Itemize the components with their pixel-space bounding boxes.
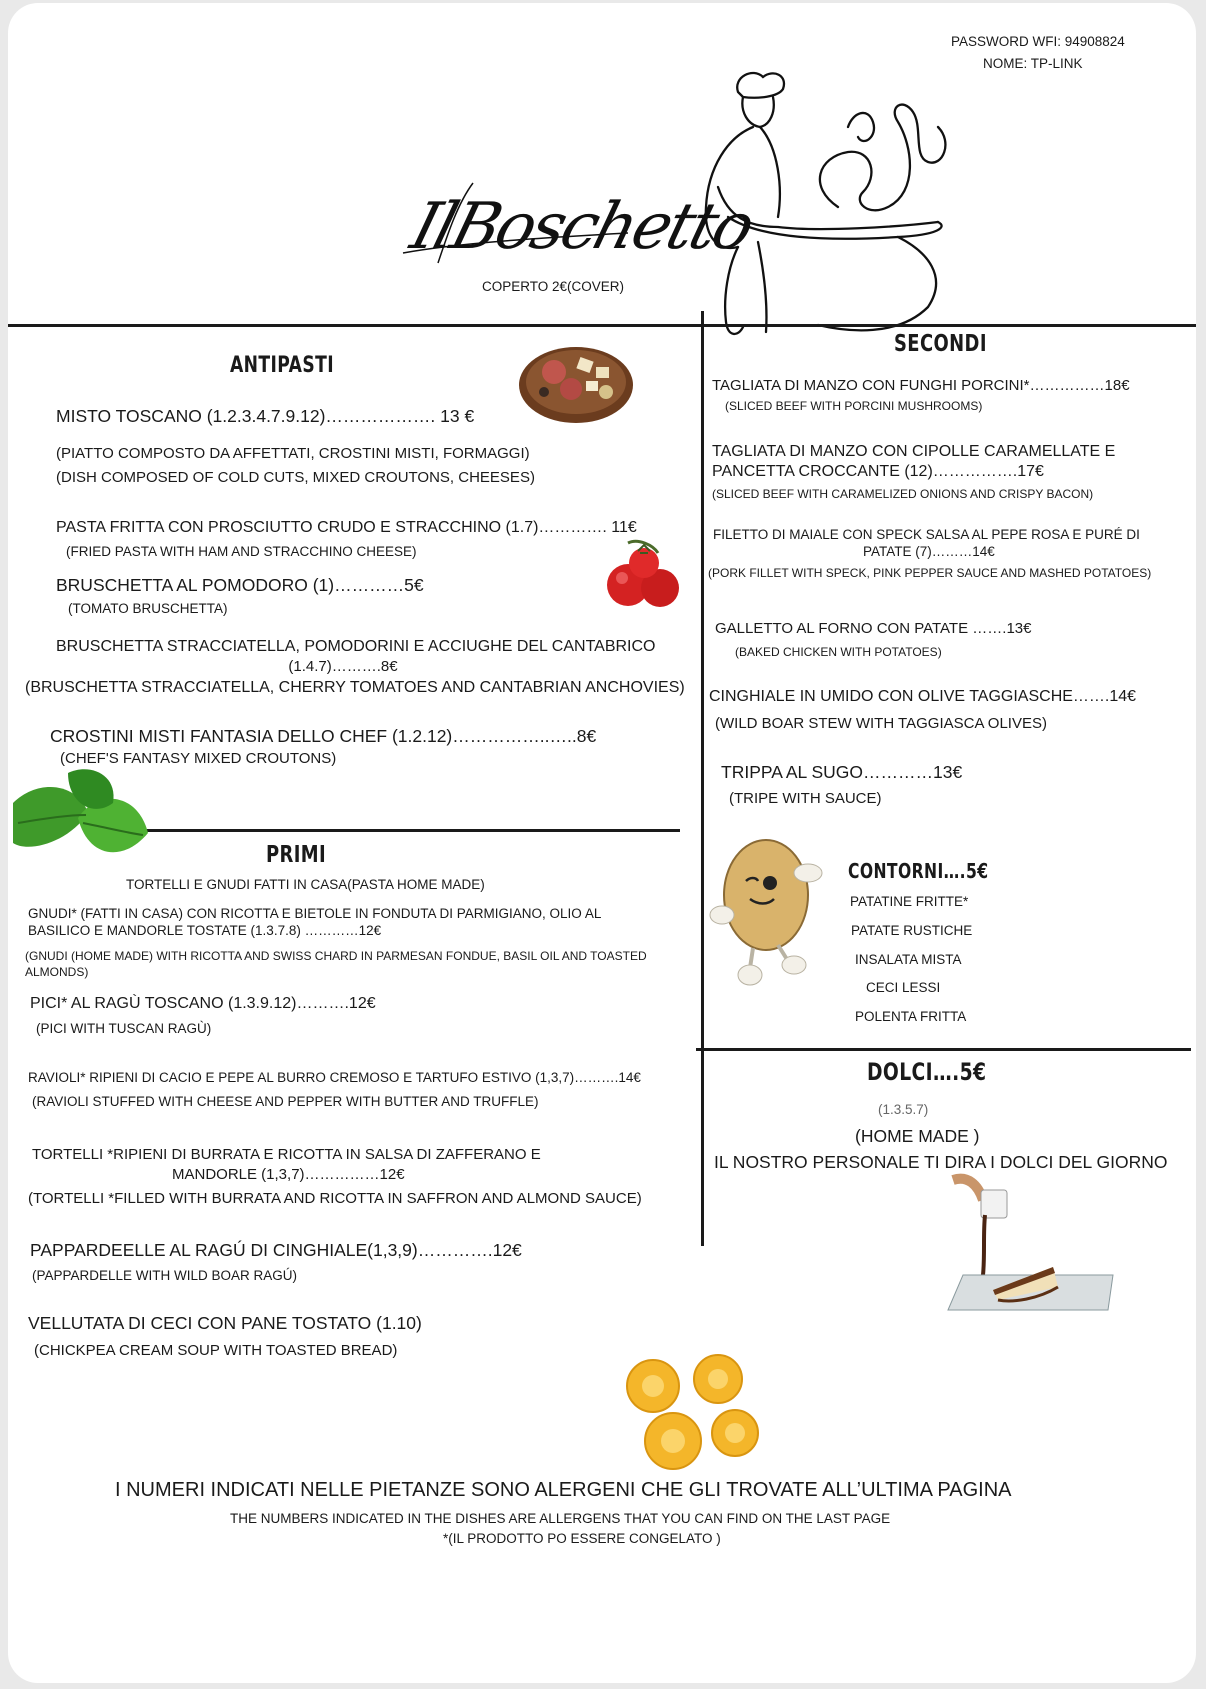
potato-mascot-image: [708, 833, 848, 998]
menu-item-name: CINGHIALE IN UMIDO CON OLIVE TAGGIASCHE…….14€: [709, 688, 1137, 705]
dolci-allergens: (1.3.5.7): [878, 1102, 929, 1117]
primi-heading: PRIMI: [266, 842, 327, 868]
tomato-image: [598, 533, 688, 623]
primi-divider: [138, 829, 680, 832]
contorni-item: CECI LESSI: [866, 980, 941, 995]
menu-item-translation: (DISH COMPOSED OF COLD CUTS, MIXED CROUTONS, CHEESES): [56, 469, 535, 486]
menu-item-name: TORTELLI *RIPIENI DI BURRATA E RICOTTA IN SALSA DI ZAFFERANO E: [32, 1146, 541, 1163]
menu-item-name: PAPPARDEELLE AL RAGÚ DI CINGHIALE(1,3,9)………….12€: [30, 1240, 522, 1260]
menu-item-translation: (SLICED BEEF WITH PORCINI MUSHROOMS): [725, 399, 983, 413]
menu-item-name: CROSTINI MISTI FANTASIA DELLO CHEF (1.2.12)……………..…..8€: [50, 726, 597, 746]
menu-item-translation: (CHEF'S FANTASY MIXED CROUTONS): [60, 750, 337, 767]
restaurant-logo: [398, 173, 760, 288]
dessert-image: [943, 1175, 1123, 1330]
menu-item-name: FILETTO DI MAIALE CON SPECK SALSA AL PEPE ROSA E PURÉ DI: [713, 527, 1140, 542]
menu-item-translation: (TRIPE WITH SAUCE): [729, 790, 882, 807]
antipasti-heading: ANTIPASTI: [230, 353, 334, 378]
menu-item-name: TRIPPA AL SUGO…………13€: [721, 762, 963, 782]
basil-image: [8, 763, 153, 878]
dolci-divider: [696, 1048, 1191, 1051]
wifi-password: PASSWORD WFI: 94908824: [951, 34, 1125, 49]
contorni-item: PATATE RUSTICHE: [851, 923, 973, 938]
menu-item-name: GNUDI* (FATTI IN CASA) CON RICOTTA E BIETOLE IN FONDUTA DI PARMIGIANO, OLIO AL: [28, 906, 602, 921]
menu-item-translation: (BRUSCHETTA STRACCIATELLA, CHERRY TOMATOES AND CANTABRIAN ANCHOVIES): [25, 679, 685, 696]
menu-item-translation: (SLICED BEEF WITH CARAMELIZED ONIONS AND CRISPY BACON): [712, 487, 1094, 501]
menu-item-name-cont: BASILICO E MANDORLE TOSTATE (1.3.7.8) …………12€: [28, 923, 382, 938]
menu-item-translation: (CHICKPEA CREAM SOUP WITH TOASTED BREAD): [34, 1342, 398, 1359]
menu-item-name: PICI* AL RAGÙ TOSCANO (1.3.9.12)……….12€: [30, 995, 376, 1012]
menu-item-translation: (RAVIOLI STUFFED WITH CHEESE AND PEPPER WITH BUTTER AND TRUFFLE): [32, 1094, 539, 1109]
menu-item-name: BRUSCHETTA AL POMODORO (1)…………5€: [56, 575, 424, 595]
menu-item-name-cont: (1.4.7)……….8€: [288, 658, 398, 675]
charcuterie-board-image: [516, 337, 636, 432]
tortellini-image: [623, 1351, 768, 1481]
menu-item-name-cont: PATATE (7)………14€: [863, 544, 995, 559]
chef-illustration: [698, 67, 998, 367]
wifi-name: NOME: TP-LINK: [983, 56, 1083, 71]
contorni-item: PATATINE FRITTE*: [850, 894, 969, 909]
menu-item-name: PASTA FRITTA CON PROSCIUTTO CRUDO E STRACCHINO (1.7)…………. 11€: [56, 519, 637, 536]
logo-signature-icon: [398, 173, 760, 283]
footer-allergen-note: I NUMERI INDICATI NELLE PIETANZE SONO ALERGENI CHE GLI TROVATE ALL’ULTIMA PAGINA: [115, 1479, 1012, 1501]
menu-item-name: TAGLIATA DI MANZO CON CIPOLLE CARAMELLATE E: [712, 443, 1116, 460]
dolci-note: IL NOSTRO PERSONALE TI DIRA I DOLCI DEL GIORNO: [714, 1152, 1168, 1172]
menu-item-translation: (GNUDI (HOME MADE) WITH RICOTTA AND SWISS CHARD IN PARMESAN FONDUE, BASIL OIL AND TOASTED: [25, 949, 647, 963]
menu-item-name-cont: PANCETTA CROCCANTE (12)…………….17€: [712, 463, 1044, 480]
dolci-heading: DOLCI….5€: [867, 1058, 987, 1086]
menu-item-name: TAGLIATA DI MANZO CON FUNGHI PORCINI*……………18€: [712, 377, 1130, 394]
contorni-heading: CONTORNI….5€: [848, 859, 989, 883]
footer-frozen-note: *(IL PRODOTTO PO ESSERE CONGELATO ): [443, 1531, 721, 1546]
top-divider: [8, 324, 1196, 327]
footer-allergen-translation: THE NUMBERS INDICATED IN THE DISHES ARE ALLERGENS THAT YOU CAN FIND ON THE LAST PAGE: [230, 1511, 891, 1526]
menu-item-name: VELLUTATA DI CECI CON PANE TOSTATO (1.10): [28, 1313, 422, 1333]
cover-charge: COPERTO 2€(COVER): [482, 279, 625, 294]
menu-item-translation: (FRIED PASTA WITH HAM AND STRACCHINO CHEESE): [66, 544, 417, 559]
primi-subtitle: TORTELLI E GNUDI FATTI IN CASA(PASTA HOME MADE): [126, 877, 485, 892]
menu-page: [8, 3, 1196, 1683]
secondi-heading: SECONDI: [894, 331, 987, 357]
dolci-homemade: (HOME MADE ): [855, 1126, 980, 1146]
contorni-item: POLENTA FRITTA: [855, 1009, 967, 1024]
menu-item-translation: (PORK FILLET WITH SPECK, PINK PEPPER SAUCE AND MASHED POTATOES): [708, 566, 1152, 580]
logo-text: IlBoschetto: [403, 190, 760, 264]
menu-item-name: RAVIOLI* RIPIENI DI CACIO E PEPE AL BURRO CREMOSO E TARTUFO ESTIVO (1,3,7)……….14€: [28, 1070, 641, 1085]
vertical-divider: [701, 311, 704, 1246]
menu-item-translation: (WILD BOAR STEW WITH TAGGIASCA OLIVES): [715, 715, 1047, 732]
menu-item-name: MISTO TOSCANO (1.2.3.4.7.9.12)………………. 13 €: [56, 406, 475, 426]
menu-item-name-cont: MANDORLE (1,3,7)……………12€: [172, 1166, 405, 1183]
menu-item-translation-cont: ALMONDS): [25, 965, 89, 979]
menu-item-translation: (TOMATO BRUSCHETTA): [68, 601, 228, 616]
menu-item-name: BRUSCHETTA STRACCIATELLA, POMODORINI E ACCIUGHE DEL CANTABRICO: [56, 638, 656, 655]
menu-item-translation: (PAPPARDELLE WITH WILD BOAR RAGÚ): [32, 1268, 298, 1283]
menu-item-translation: (BAKED CHICKEN WITH POTATOES): [735, 645, 942, 659]
menu-item-translation: (TORTELLI *FILLED WITH BURRATA AND RICOTTA IN SAFFRON AND ALMOND SAUCE): [28, 1190, 642, 1207]
menu-item-translation: (PICI WITH TUSCAN RAGÙ): [36, 1021, 212, 1036]
contorni-item: INSALATA MISTA: [855, 952, 962, 967]
menu-item-name: GALLETTO AL FORNO CON PATATE …….13€: [715, 620, 1032, 637]
menu-item-desc: (PIATTO COMPOSTO DA AFFETTATI, CROSTINI MISTI, FORMAGGI): [56, 445, 530, 462]
